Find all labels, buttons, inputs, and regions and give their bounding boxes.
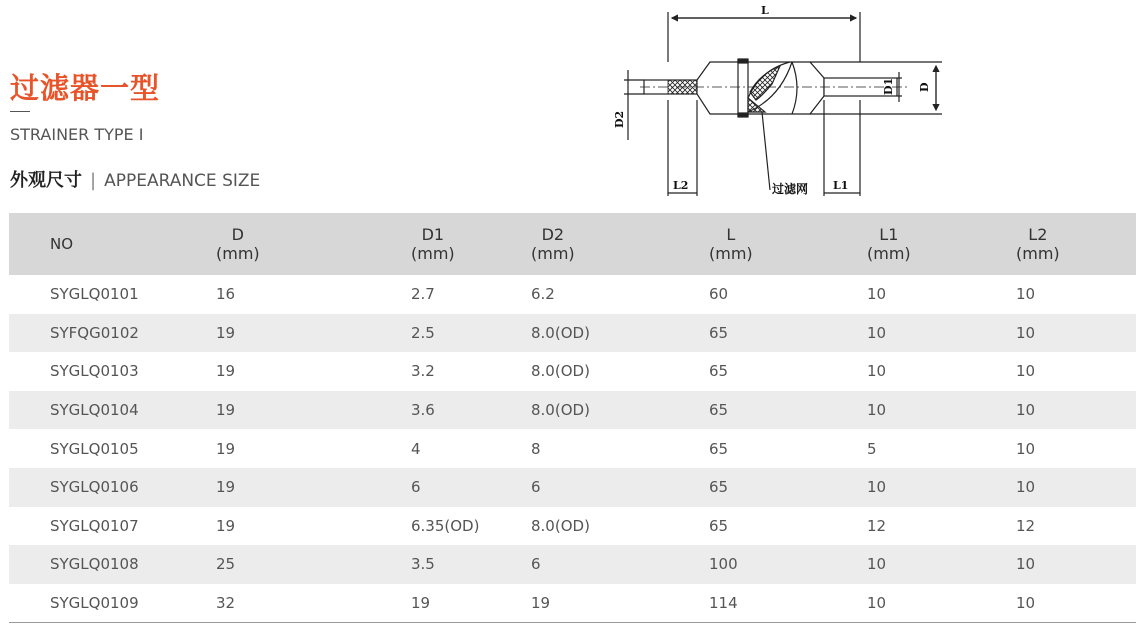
- header-d: [195, 213, 367, 275]
- header-l1: [857, 213, 1012, 275]
- cell-d: 19: [216, 439, 236, 458]
- cell-l: 65: [709, 439, 729, 458]
- dim-label-l: L: [761, 4, 769, 17]
- cell-no: SYGLQ0105: [50, 439, 139, 458]
- header-d2: [521, 213, 692, 275]
- dim-label-d1: D1: [882, 77, 895, 95]
- cell-l: 114: [692, 584, 857, 623]
- cell-l1: 10: [867, 555, 887, 574]
- table-row: [9, 429, 1136, 468]
- specs-table: [9, 213, 1136, 623]
- page-subtitle: STRAINER TYPE I: [10, 125, 144, 144]
- cell-l2: 10: [1016, 401, 1036, 420]
- cell-l1: 10: [867, 323, 887, 342]
- cell-d2: 8: [531, 439, 541, 458]
- cell-l1: 10: [867, 478, 887, 497]
- cell-l1: 12: [867, 516, 887, 535]
- cell-d2: 6: [531, 555, 541, 574]
- size-label-zh: 外观尺寸: [10, 170, 82, 191]
- appearance-size-heading: [10, 166, 260, 192]
- table-row: [9, 275, 1136, 314]
- table-row: [9, 314, 1136, 353]
- header-l1-label: L1: [879, 225, 899, 244]
- cell-l: 65: [709, 323, 729, 342]
- dim-label-d: D: [918, 82, 931, 92]
- cell-d1: 3.2: [411, 362, 435, 381]
- cell-l: 65: [709, 478, 729, 497]
- title-underline: [10, 111, 30, 112]
- header-d2-unit: (mm): [531, 244, 575, 263]
- cell-d: 19: [216, 401, 236, 420]
- cell-d1: 6.35(OD): [411, 516, 480, 535]
- cell-d: 25: [216, 555, 236, 574]
- cell-d2: 19: [521, 584, 692, 623]
- cell-l: 65: [709, 401, 729, 420]
- table-row: [9, 352, 1136, 391]
- cell-d: 19: [216, 516, 236, 535]
- header-d1-label: D1: [421, 225, 445, 244]
- header-d-label: D: [231, 225, 244, 244]
- cell-l: 100: [709, 555, 738, 574]
- cell-l1: 10: [867, 285, 887, 304]
- cell-l1: 10: [857, 584, 1012, 623]
- cell-l2: 10: [1016, 285, 1036, 304]
- page-title: 过滤器一型: [10, 71, 161, 105]
- size-label-en: APPEARANCE SIZE: [104, 171, 261, 191]
- header-l: [692, 213, 857, 275]
- cell-no: SYGLQ0103: [50, 362, 139, 381]
- cell-d: 19: [216, 323, 236, 342]
- header-l2: [1012, 213, 1136, 275]
- cell-d2: 8.0(OD): [531, 401, 590, 420]
- header-l-label: L: [726, 225, 736, 244]
- cell-d1: 6: [411, 478, 421, 497]
- cell-d1: 3.6: [411, 401, 435, 420]
- table-row: [9, 468, 1136, 507]
- dim-label-d2: D2: [613, 110, 626, 128]
- cell-no: SYGLQ0101: [50, 285, 139, 304]
- cell-l2: 10: [1016, 362, 1036, 381]
- cell-l1: 5: [867, 439, 877, 458]
- cell-l: 65: [709, 362, 729, 381]
- cell-d1: 2.5: [411, 323, 435, 342]
- cell-d2: 8.0(OD): [531, 323, 590, 342]
- cell-l: 65: [709, 516, 729, 535]
- strainer-dimension-diagram: [610, 0, 955, 205]
- cell-no: SYGLQ0108: [50, 555, 139, 574]
- dim-label-l2: L2: [673, 179, 689, 192]
- cell-d2: 8.0(OD): [531, 362, 590, 381]
- header-d-unit: (mm): [216, 244, 260, 263]
- header-d2-label: D2: [541, 225, 565, 244]
- header-l2-unit: (mm): [1016, 244, 1060, 263]
- table-row: [9, 507, 1136, 546]
- table-header-row: [9, 213, 1136, 275]
- cell-d: 19: [216, 478, 236, 497]
- cell-d: 16: [216, 285, 236, 304]
- header-l2-label: L2: [1028, 225, 1048, 244]
- header-l-unit: (mm): [709, 244, 753, 263]
- cell-no: SYGLQ0106: [50, 478, 139, 497]
- cell-l2: 10: [1012, 584, 1136, 623]
- cell-d1: 2.7: [411, 285, 435, 304]
- cell-d1: 4: [411, 439, 421, 458]
- cell-no: SYGLQ0107: [50, 516, 139, 535]
- mesh-label: 过滤网: [772, 182, 809, 196]
- header-l1-unit: (mm): [867, 244, 911, 263]
- cell-no: SYGLQ0104: [50, 401, 139, 420]
- cell-no: SYFQG0102: [50, 323, 139, 342]
- table-row: [9, 584, 1136, 623]
- cell-d2: 8.0(OD): [531, 516, 590, 535]
- cell-l2: 10: [1016, 555, 1036, 574]
- header-no: NO: [50, 235, 74, 253]
- cell-no: SYGLQ0109: [9, 584, 195, 623]
- cell-l2: 12: [1016, 516, 1036, 535]
- dim-label-l1: L1: [833, 179, 849, 192]
- cell-l1: 10: [867, 401, 887, 420]
- header-d1-unit: (mm): [411, 244, 455, 263]
- cell-d1: 3.5: [411, 555, 435, 574]
- cell-l2: 10: [1016, 478, 1036, 497]
- cell-d1: 19: [367, 584, 521, 623]
- cell-d: 19: [216, 362, 236, 381]
- cell-d: 32: [195, 584, 367, 623]
- cell-d2: 6: [531, 478, 541, 497]
- table-row: [9, 545, 1136, 584]
- table-row: [9, 391, 1136, 430]
- size-separator: |: [90, 170, 97, 191]
- cell-l1: 10: [867, 362, 887, 381]
- cell-l2: 10: [1016, 323, 1036, 342]
- cell-l2: 10: [1016, 439, 1036, 458]
- cell-l: 60: [709, 285, 729, 304]
- cell-d2: 6.2: [531, 285, 555, 304]
- header-d1: [367, 213, 521, 275]
